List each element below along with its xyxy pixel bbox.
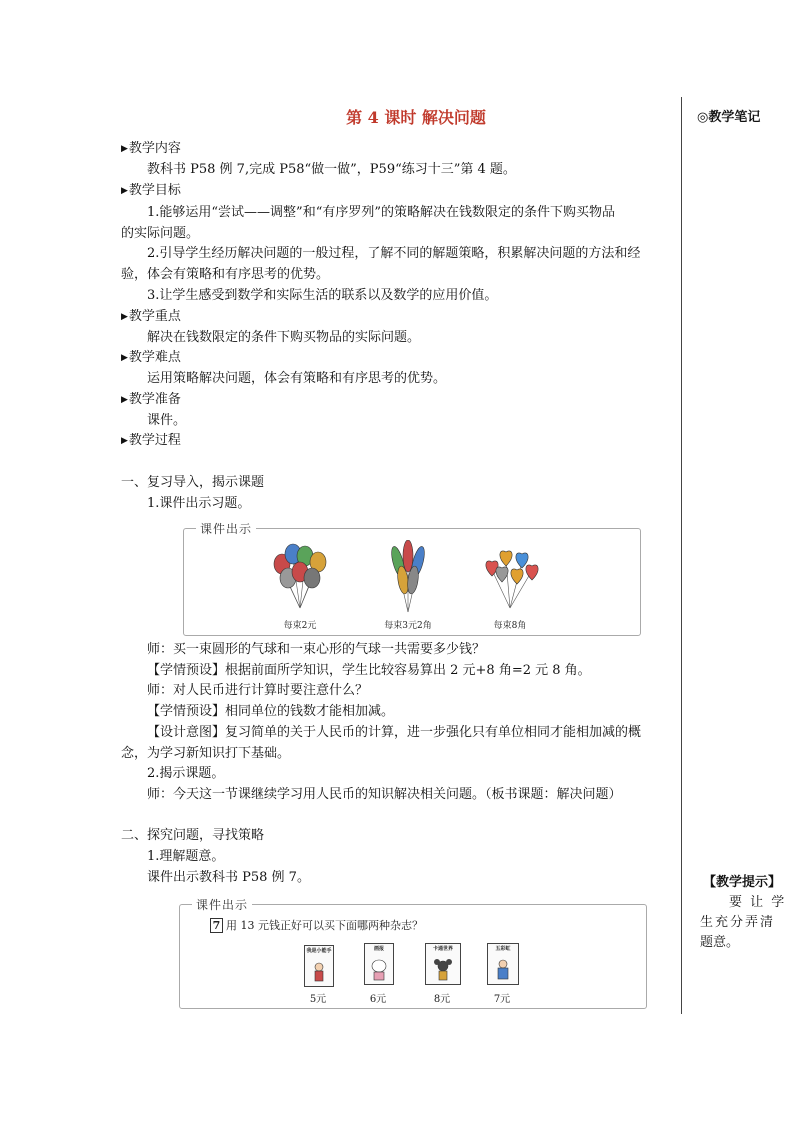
courseware-tag: 课件出示: [196, 520, 256, 537]
goal-text: 2.引导学生经历解决问题的一般过程，了解不同的解题策略，积累解决问题的方法和经: [147, 246, 641, 261]
section-heading: ▶教学重点: [121, 309, 181, 324]
magazine-cover: 画报: [364, 943, 394, 985]
hint-heading: 【教学提示】: [703, 875, 782, 890]
design-intent: 【设计意图】复习简单的关于人民币的计算，进一步强化只有单位相同才能相加减的概: [147, 725, 642, 740]
section-heading: ▶教学目标: [121, 183, 181, 198]
cat-figure-icon: [369, 958, 389, 982]
long-balloon-bunch: [389, 540, 427, 612]
section-heading: ▶教学内容: [121, 141, 181, 156]
balloon-caption: 每束3元2角: [384, 621, 432, 631]
magazine-cover: 五彩虹: [487, 943, 519, 985]
expected-response: 【学情预设】根据前面所学知识，学生比较容易算出 2 元+8 角=2 元 8 角。: [147, 663, 591, 678]
magazine-price: 6元: [369, 994, 387, 1005]
step-text: 1.课件出示习题。: [147, 496, 251, 511]
part-heading: 一、复习导入，揭示课题: [121, 475, 265, 490]
magazine-price: 5元: [309, 994, 327, 1005]
magazine-cover: 我是小能手: [304, 945, 334, 987]
balloon-caption: 每束2元: [283, 621, 317, 631]
goal-text: 1.能够运用“尝试——调整”和“有序罗列”的策略解决在钱数限定的条件下购买物品: [147, 205, 615, 220]
balloon-caption: 每束8角: [493, 621, 527, 631]
section-heading: ▶教学过程: [121, 433, 181, 448]
part-heading: 二、探究问题，寻找策略: [121, 828, 265, 843]
key-text: 解决在钱数限定的条件下购买物品的实际问题。: [147, 330, 421, 345]
magazine-cover: 卡通世界: [425, 943, 461, 985]
hint-line: 生充分弄清: [700, 915, 776, 930]
goal-text: 验，体会有策略和有序思考的优势。: [121, 267, 330, 282]
content-text: 教科书 P58 例 7,完成 P58“做一做”，P59“练习十三”第 4 题。: [147, 162, 516, 177]
page-title: 第 4 课时 解决问题: [346, 108, 486, 127]
step-text: 1.理解题意。: [147, 849, 225, 864]
courseware-tag: 课件出示: [192, 896, 252, 913]
step-text: 课件出示教科书 P58 例 7。: [147, 870, 310, 885]
expected-response: 【学情预设】相同单位的钱数才能相加减。: [147, 704, 395, 719]
teacher-question: 师：买一束圆形的气球和一束心形的气球一共需要多少钱？: [147, 642, 486, 657]
goal-text: 的实际问题。: [121, 226, 200, 241]
goal-text: 3.让学生感受到数学和实际生活的联系以及数学的应用价值。: [147, 288, 498, 303]
hint-line: 要 让 学: [729, 895, 787, 910]
magazine-price: 8元: [433, 994, 451, 1005]
mouse-figure-icon: [433, 958, 453, 982]
section-heading: ▶教学难点: [121, 350, 181, 365]
child-figure-icon: [493, 958, 513, 982]
teacher-statement: 师：今天这一节课继续学习用人民币的知识解决相关问题。（板书课题：解决问题）: [147, 787, 622, 802]
teacher-question: 师：对人民币进行计算时要注意什么？: [147, 683, 369, 698]
round-balloon-bunch: [274, 544, 326, 608]
margin-divider: [681, 97, 682, 1014]
difficulty-text: 运用策略解决问题，体会有策略和有序思考的优势。: [147, 371, 447, 386]
prep-text: 课件。: [147, 413, 187, 428]
balloon-illustration: [260, 540, 560, 620]
child-figure-icon: [311, 962, 327, 984]
example-number: 7: [210, 918, 223, 933]
heart-balloon-bunch: [486, 551, 538, 608]
step-text: 2.揭示课题。: [147, 766, 225, 781]
example-question: 7 用 13 元钱正好可以买下面哪两种杂志？: [210, 917, 423, 933]
teaching-notes-label: ◎教学笔记: [697, 110, 761, 125]
design-intent: 念，为学习新知识打下基础。: [121, 746, 291, 761]
section-heading: ▶教学准备: [121, 392, 181, 407]
magazine-price: 7元: [493, 994, 511, 1005]
hint-line: 题意。: [700, 935, 740, 950]
